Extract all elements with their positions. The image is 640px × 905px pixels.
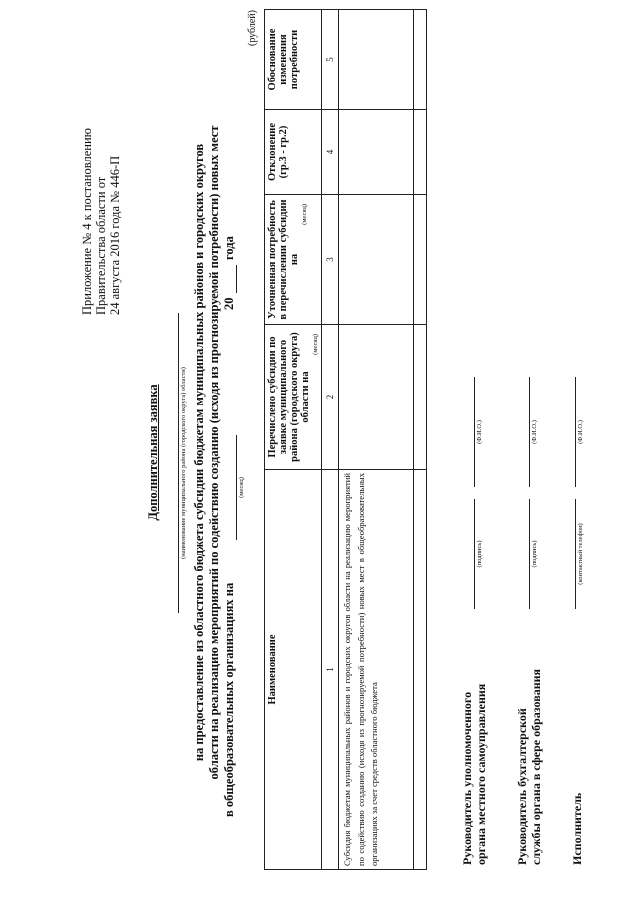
empty-cell — [414, 110, 427, 195]
heading-line-1: на предоставление из областного бюджета субсидии бюджетам муниципальных районов и городских округов — [192, 143, 206, 762]
cell-updated-need — [339, 195, 414, 325]
heading-line-3-start: в общеобразовательных организациях на — [222, 582, 236, 817]
name-line — [575, 377, 576, 487]
signature-role-line: органа местного самоуправления — [474, 683, 488, 865]
col-header-updated-need-text: Уточненная потребность в перечислении субсидии на — [267, 199, 300, 320]
col-header-deviation — [265, 110, 322, 195]
signature-role-line: Руководитель уполномоченного — [460, 691, 474, 865]
col-header-justification-text: Обоснование изменения потребности — [267, 28, 300, 91]
subsidy-request-table — [264, 9, 427, 870]
column-number: 3 — [322, 195, 339, 325]
appendix-line-1: Приложение № 4 к постановлению — [80, 128, 94, 315]
col-header-updated-need-caption: (месяц) — [301, 204, 308, 225]
table-header-row — [265, 10, 322, 870]
empty-cell — [414, 325, 427, 470]
col-header-transferred-caption: (месяц) — [312, 334, 319, 355]
empty-cell — [414, 10, 427, 110]
month-caption: (месяц) — [238, 477, 245, 498]
appendix-line-3: 24 августа 2016 года № 446-П — [108, 155, 122, 315]
appendix-note — [80, 128, 122, 315]
signature-line — [474, 499, 475, 609]
cell-transferred — [339, 325, 414, 470]
col-header-transferred-text: Перечислено субсидии по заявке муниципального района (городского округа) области на — [267, 332, 311, 462]
name-caption: (Ф.И.О.) — [531, 420, 538, 444]
signature-caption: (подпись) — [531, 540, 538, 568]
name-line — [529, 377, 530, 487]
cell-deviation — [339, 110, 414, 195]
phone-line — [575, 499, 576, 609]
signature-role-accountant — [515, 669, 543, 865]
cell-justification — [339, 10, 414, 110]
col-header-updated-need — [265, 195, 322, 325]
empty-cell — [414, 195, 427, 325]
column-number: 4 — [322, 110, 339, 195]
col-header-deviation-text: Отклонение (гр.3 - гр.2) — [267, 123, 289, 181]
column-number-row — [322, 10, 339, 870]
signature-role-line: Исполнитель — [570, 792, 584, 865]
col-header-transferred — [265, 325, 322, 470]
signature-line — [529, 499, 530, 609]
name-caption: (Ф.И.О.) — [476, 420, 483, 444]
signature-caption: (подпись) — [476, 540, 483, 568]
municipality-blank-line — [178, 313, 179, 613]
heading-line-2: области на реализацию мероприятий по содействию созданию (исходя из прогнозируемой потребности) новых мест — [207, 125, 221, 780]
column-number: 5 — [322, 10, 339, 110]
phone-caption: (контактный телефон) — [577, 523, 584, 585]
signature-role-line: Руководитель бухгалтерской — [515, 708, 529, 865]
municipality-caption: (наименование муниципального района (городского округа) области) — [180, 367, 187, 559]
document-title: Дополнительная заявка — [146, 384, 160, 521]
year-prefix: 20 — [222, 297, 236, 310]
signature-role-line: службы органа в сфере образования — [529, 668, 543, 865]
column-number: 1 — [322, 470, 339, 870]
year-suffix: года — [222, 236, 236, 260]
subsidy-row-text: Субсидия бюджетам муниципальных районов и городских округов области на реализацию мероприятий по содействию созданию (исходя из прогнозируемой потребности) новых мест в общеобразовательных организациях за счет средств областного бюджета — [339, 470, 414, 870]
col-header-name — [265, 470, 322, 870]
month-blank-line — [236, 435, 237, 540]
signature-role-head — [460, 684, 488, 865]
signature-role-executor — [570, 793, 584, 865]
empty-cell — [414, 470, 427, 870]
name-caption: (Ф.И.О.) — [577, 420, 584, 444]
col-header-justification — [265, 10, 322, 110]
name-line — [474, 377, 475, 487]
column-number: 2 — [322, 325, 339, 470]
unit-label: (рублей) — [247, 10, 258, 47]
year-blank-line — [236, 265, 237, 293]
table-row-empty — [414, 10, 427, 870]
appendix-line-2: Правительства области от — [94, 176, 108, 315]
table-row — [339, 10, 414, 870]
col-header-name-text: Наименование — [267, 634, 278, 705]
